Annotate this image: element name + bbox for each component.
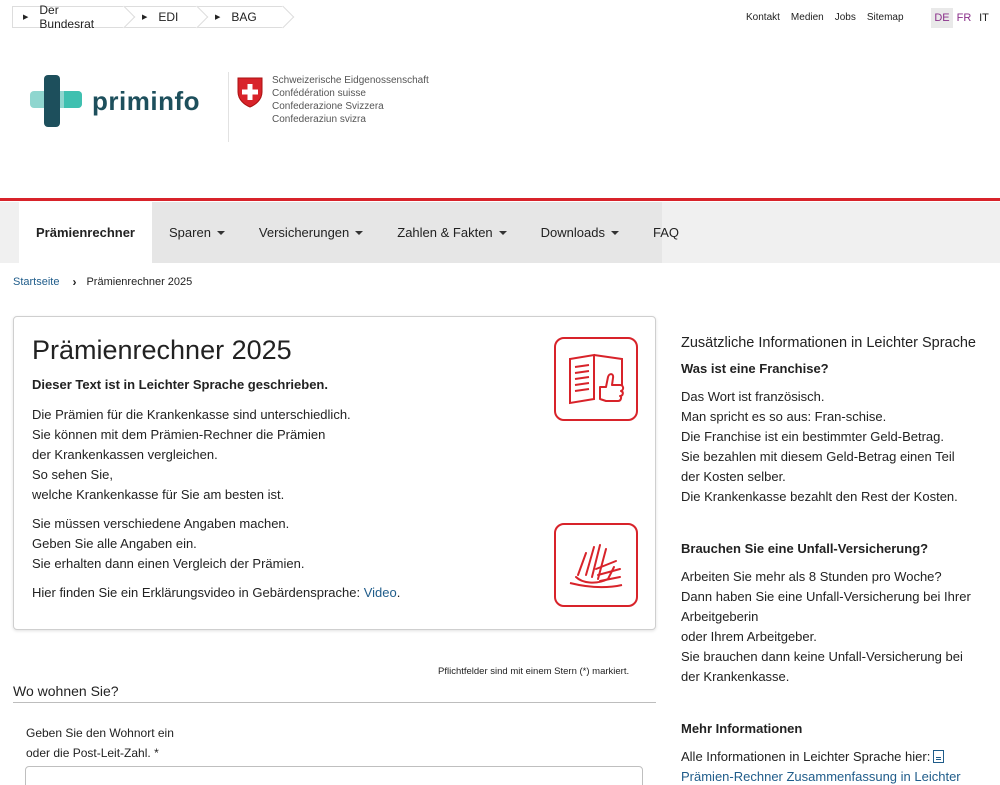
pdf-icon (933, 750, 944, 763)
caret-right-icon: ▶ (23, 14, 29, 21)
caret-down-icon (499, 231, 507, 235)
easy-language-note: Dieser Text ist in Leichter Sprache geschrieben. (32, 377, 328, 392)
federal-breadcrumb (12, 3, 283, 31)
caret-right-icon: ▶ (142, 14, 148, 21)
residence-input[interactable] (25, 766, 643, 785)
link-jobs[interactable]: Jobs (834, 12, 856, 23)
confederation-rm: Confederaziun svizra (272, 114, 366, 125)
intro-paragraph-2: Sie müssen verschiedene Angaben machen. Geben Sie alle Angaben ein. Sie erhalten dann einen Vergleich der Prämien. (32, 516, 305, 571)
logo-divider (228, 72, 229, 142)
accident-insurance-section: Brauchen Sie eine Unfall-Versicherung? Arbeiten Sie mehr als 8 Stunden pro Woche? Dann haben Sie eine Unfall-Versicherung bei Ihrer Arbeitgeberin oder Ihrem Arbeitgeber. Sie brauchen dann keine Unfall-Versicherung bei der Krankenkasse. (681, 541, 971, 684)
breadcrumb-current: Prämienrechner 2025 (86, 276, 193, 288)
crumb-bag[interactable]: ▶ BAG (197, 6, 283, 28)
link-sitemap[interactable]: Sitemap (866, 12, 904, 23)
page-title: Prämienrechner 2025 (32, 335, 292, 365)
nav-versicherungen[interactable]: Versicherungen (242, 202, 380, 263)
link-kontakt[interactable]: Kontakt (746, 12, 780, 23)
residence-field-label: Geben Sie den Wohnort ein oder die Post-Leit-Zahl. * (26, 726, 174, 760)
easy-language-book-icon (554, 337, 638, 421)
more-info-section: Mehr Informationen Alle Informationen in Leichter Sprache hier: Prämien-Rechner Zusammenfassung in Leichter (681, 721, 961, 784)
more-info-title: Mehr Informationen (681, 721, 803, 736)
caret-down-icon (217, 231, 225, 235)
confederation-de: Schweizerische Eidgenossenschaft (272, 75, 429, 86)
swiss-shield-icon (236, 76, 264, 108)
sidebar-heading: Zusätzliche Informationen in Leichter Sprache (681, 335, 976, 351)
crumb-bundesrat[interactable]: ▶ Der Bundesrat (12, 6, 124, 28)
video-paragraph: Hier finden Sie ein Erklärungsvideo in Gebärdensprache: Video. (32, 585, 401, 600)
top-bar (0, 0, 1000, 36)
lang-fr[interactable]: FR (956, 12, 972, 24)
caret-right-icon: ▶ (215, 14, 221, 21)
question-divider (13, 702, 656, 703)
required-fields-note: Pflichtfelder sind mit einem Stern (*) markiert. (438, 666, 630, 677)
nav-faq[interactable]: FAQ (652, 225, 679, 240)
logo-text: priminfo (92, 85, 200, 116)
language-switcher (931, 8, 993, 28)
video-link[interactable]: Video (363, 585, 397, 600)
utility-links (746, 12, 915, 23)
sign-language-hands-icon (554, 523, 638, 607)
breadcrumb-home[interactable]: Startseite (13, 276, 60, 288)
question-residence: Wo wohnen Sie? (13, 683, 119, 699)
header-red-line (0, 198, 1000, 201)
nav-zahlen-fakten[interactable]: Zahlen & Fakten (380, 202, 523, 263)
crumb-edi[interactable]: ▶ EDI (124, 6, 197, 28)
franchise-section: Was ist eine Franchise? Das Wort ist französisch. Man spricht es so aus: Fran-schise. Die Franchise ist ein bestimmter Geld-Betrag. Sie bezahlen mit diesem Geld-Betrag einen Teil der Kosten selber. Die Krankenkasse bezahlt den Rest der Kosten. (681, 361, 958, 504)
caret-down-icon (611, 231, 619, 235)
main-nav (0, 202, 1000, 263)
nav-praemienrechner[interactable]: Prämienrechner (19, 202, 152, 263)
chevron-right-icon: › (72, 275, 77, 289)
confederation-it: Confederazione Svizzera (272, 101, 384, 112)
confederation-fr: Confédération suisse (272, 88, 366, 99)
breadcrumb (13, 275, 192, 289)
intro-paragraph-1: Die Prämien für die Krankenkasse sind unterschiedlich. Sie können mit dem Prämien-Rechner die Prämien der Krankenkassen vergleichen. So sehen Sie, welche Krankenkasse für Sie am besten ist. (32, 407, 351, 502)
caret-down-icon (355, 231, 363, 235)
summary-pdf-link[interactable]: Prämien-Rechner Zusammenfassung in Leichter (681, 769, 961, 784)
intro-card (13, 316, 656, 630)
nav-downloads[interactable]: Downloads (524, 202, 636, 263)
franchise-title: Was ist eine Franchise? (681, 361, 829, 376)
priminfo-logo[interactable] (30, 75, 200, 127)
sidebar (681, 333, 996, 784)
lang-de[interactable]: DE (931, 8, 953, 28)
priminfo-cross-icon (30, 75, 82, 127)
nav-sparen[interactable]: Sparen (152, 202, 242, 263)
accident-insurance-title: Brauchen Sie eine Unfall-Versicherung? (681, 541, 929, 556)
link-medien[interactable]: Medien (790, 12, 824, 23)
lang-it[interactable]: IT (979, 12, 989, 24)
